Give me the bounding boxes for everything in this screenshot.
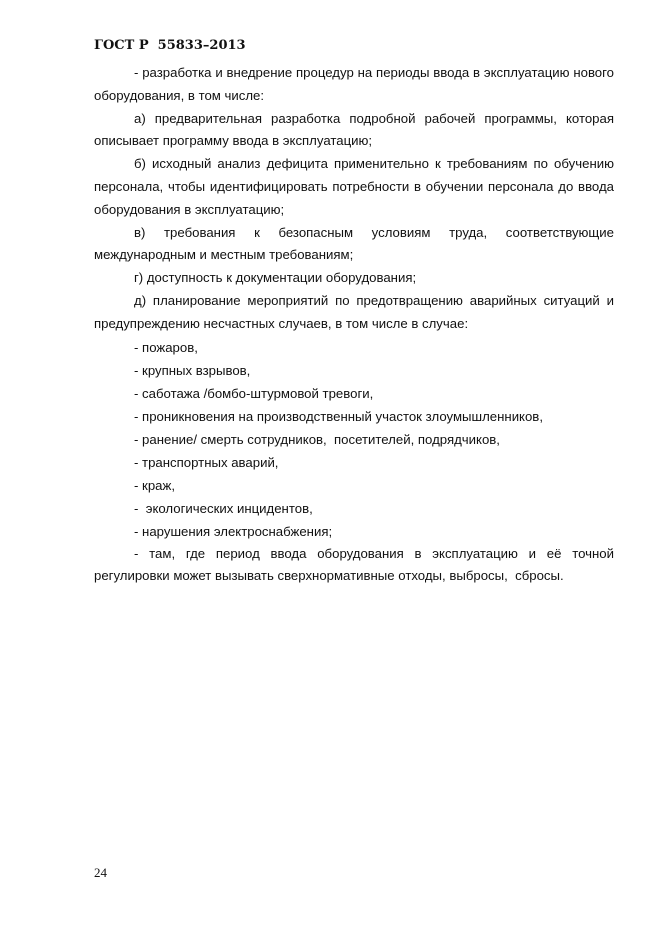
list-item: - транспортных аварий, [134,454,279,470]
list-item: - крупных взрывов, [134,362,251,378]
paragraph-g: г) доступность к документации оборудования; [134,270,417,286]
list-item: - ранение/ смерть сотрудников, посетителей, подрядчиков, [134,431,500,447]
list-item: - проникновения на производственный участок злоумышленников, [134,408,543,424]
document-body [94,62,618,588]
paragraph-b: б) исходный анализ дефицита применительно к требованиям по обучению персонала, чтобы идентифицировать потребности в обучении персонала до ввода оборудования в эксплуатацию; [94,156,618,217]
paragraph-v: в) требования к безопасным условиям труда, соответствующие международным и местным требованиям; [94,224,618,263]
list-item: - саботажа /бомбо-штурмовой тревоги, [134,385,374,401]
document-header: ГОСТ Р 55833–2013 [94,38,246,53]
list-item: - пожаров, [134,339,198,355]
incident-list [94,336,614,543]
list-item: - нарушения электроснабжения; [134,523,333,539]
paragraph-intro: - разработка и внедрение процедур на периоды ввода в эксплуатацию нового оборудования, в том числе: [94,65,618,103]
list-item: - экологических инцидентов, [134,500,313,516]
paragraph-final: - там, где период ввода оборудования в эксплуатацию и её точной регулировки может вызывать сверхнормативные отходы, выбросы, сбросы. [94,545,618,584]
paragraph-a: а) предварительная разработка подробной рабочей программы, которая описывает программу ввода в эксплуатацию; [94,110,618,149]
page-number: 24 [94,865,107,880]
paragraph-d: д) планирование мероприятий по предотвращению аварийных ситуаций и предупреждению несчастных случаев, в том числе в случае: [94,292,618,331]
list-item: - краж, [134,477,175,493]
